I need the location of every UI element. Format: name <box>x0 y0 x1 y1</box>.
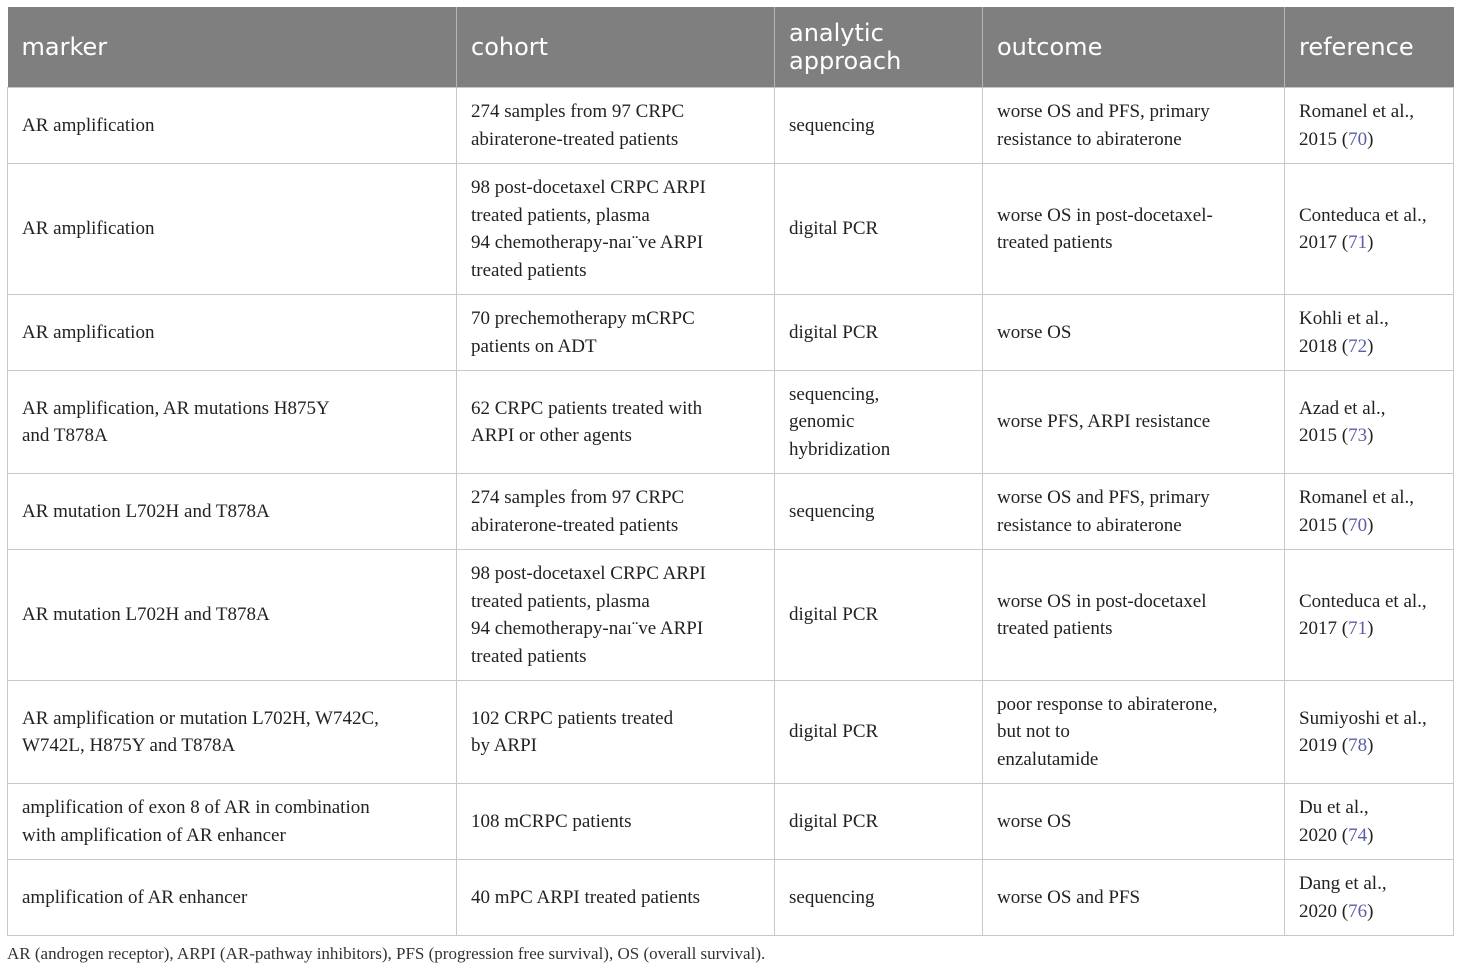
cell-outcome: worse OS and PFS, primary resistance to abiraterone <box>983 474 1285 550</box>
table-footnote: AR (androgen receptor), ARPI (AR-pathway inhibitors), PFS (progression free survival), OS (overall survival). <box>7 944 766 963</box>
table-row <box>8 860 1454 936</box>
header-outcome: outcome <box>983 7 1285 88</box>
cell-reference: Dang et al., 2020 (76) <box>1285 860 1454 936</box>
cell-marker: AR amplification <box>8 88 457 164</box>
cell-cohort: 70 prechemotherapy mCRPC patients on ADT <box>457 295 775 371</box>
cell-outcome: poor response to abiraterone, but not to enzalutamide <box>983 681 1285 784</box>
cell-approach: digital PCR <box>775 550 983 681</box>
reference-text: Conteduca et al., 2017 ( <box>1299 590 1427 639</box>
cell-marker: AR amplification or mutation L702H, W742C, W742L, H875Y and T878A <box>8 681 457 784</box>
cell-marker: AR amplification, AR mutations H875Y and T878A <box>8 371 457 474</box>
citation-link[interactable]: 70 <box>1348 514 1368 536</box>
cell-approach: sequencing, genomic hybridization <box>775 371 983 474</box>
cell-outcome: worse OS in post-docetaxel- treated patients <box>983 164 1285 295</box>
cell-cohort: 40 mPC ARPI treated patients <box>457 860 775 936</box>
cell-cohort: 274 samples from 97 CRPC abiraterone-treated patients <box>457 88 775 164</box>
cell-cohort: 274 samples from 97 CRPC abiraterone-treated patients <box>457 474 775 550</box>
cell-reference: Kohli et al., 2018 (72) <box>1285 295 1454 371</box>
cell-outcome: worse OS and PFS <box>983 860 1285 936</box>
reference-text: Romanel et al., 2015 ( <box>1299 487 1415 536</box>
cell-reference: Romanel et al., 2015 (70) <box>1285 474 1454 550</box>
cell-marker: AR amplification <box>8 164 457 295</box>
reference-text: Sumiyoshi et al., 2019 ( <box>1299 707 1427 756</box>
cell-approach: digital PCR <box>775 681 983 784</box>
cell-outcome: worse OS <box>983 784 1285 860</box>
cell-cohort: 102 CRPC patients treated by ARPI <box>457 681 775 784</box>
cell-reference: Conteduca et al., 2017 (71) <box>1285 550 1454 681</box>
citation-link[interactable]: 76 <box>1348 900 1368 922</box>
header-cohort: cohort <box>457 7 775 88</box>
reference-text: Dang et al., 2020 ( <box>1299 873 1387 922</box>
table-row <box>8 784 1454 860</box>
cell-reference: Azad et al., 2015 (73) <box>1285 371 1454 474</box>
reference-text: Romanel et al., 2015 ( <box>1299 101 1415 150</box>
cell-approach: sequencing <box>775 88 983 164</box>
reference-text: Conteduca et al., 2017 ( <box>1299 204 1427 253</box>
citation-link[interactable]: 78 <box>1348 735 1368 756</box>
cell-outcome: worse OS <box>983 295 1285 371</box>
table-row <box>8 295 1454 371</box>
cell-marker: amplification of exon 8 of AR in combination with amplification of AR enhancer <box>8 784 457 860</box>
table-container <box>7 7 1453 936</box>
citation-link[interactable]: 73 <box>1348 425 1368 446</box>
cell-approach: sequencing <box>775 474 983 550</box>
table-row <box>8 88 1454 164</box>
table-row <box>8 550 1454 681</box>
cell-marker: AR mutation L702H and T878A <box>8 474 457 550</box>
table-row <box>8 681 1454 784</box>
citation-link[interactable]: 70 <box>1348 128 1368 150</box>
cell-reference: Sumiyoshi et al., 2019 (78) <box>1285 681 1454 784</box>
cell-cohort: 62 CRPC patients treated with ARPI or other agents <box>457 371 775 474</box>
cell-marker: amplification of AR enhancer <box>8 860 457 936</box>
cell-cohort: 108 mCRPC patients <box>457 784 775 860</box>
header-analytic-approach: analytic approach <box>775 7 983 88</box>
cell-marker: AR mutation L702H and T878A <box>8 550 457 681</box>
cell-outcome: worse OS in post-docetaxel treated patients <box>983 550 1285 681</box>
citation-link[interactable]: 74 <box>1348 824 1368 846</box>
citation-link[interactable]: 71 <box>1348 618 1368 639</box>
cell-cohort: 98 post-docetaxel CRPC ARPI treated patients, plasma 94 chemotherapy-naı¨ve ARPI treated patients <box>457 550 775 681</box>
header-row <box>8 7 1454 88</box>
cell-reference: Du et al., 2020 (74) <box>1285 784 1454 860</box>
cell-approach: digital PCR <box>775 784 983 860</box>
header-reference: reference <box>1285 7 1454 88</box>
cell-reference: Romanel et al., 2015 (70) <box>1285 88 1454 164</box>
reference-text: Du et al., 2020 ( <box>1299 797 1369 846</box>
table-row <box>8 371 1454 474</box>
citation-link[interactable]: 72 <box>1348 335 1368 357</box>
reference-text: Azad et al., 2015 ( <box>1299 397 1386 446</box>
reference-text: Kohli et al., 2018 ( <box>1299 308 1389 357</box>
table-row <box>8 474 1454 550</box>
header-marker: marker <box>8 7 457 88</box>
cell-outcome: worse OS and PFS, primary resistance to abiraterone <box>983 88 1285 164</box>
cell-outcome: worse PFS, ARPI resistance <box>983 371 1285 474</box>
table-row <box>8 164 1454 295</box>
cell-approach: digital PCR <box>775 295 983 371</box>
cell-approach: sequencing <box>775 860 983 936</box>
cell-approach: digital PCR <box>775 164 983 295</box>
cell-cohort: 98 post-docetaxel CRPC ARPI treated patients, plasma 94 chemotherapy-naı¨ve ARPI treated patients <box>457 164 775 295</box>
citation-link[interactable]: 71 <box>1348 232 1368 253</box>
cell-reference: Conteduca et al., 2017 (71) <box>1285 164 1454 295</box>
cell-marker: AR amplification <box>8 295 457 371</box>
biomarker-table <box>7 7 1454 936</box>
